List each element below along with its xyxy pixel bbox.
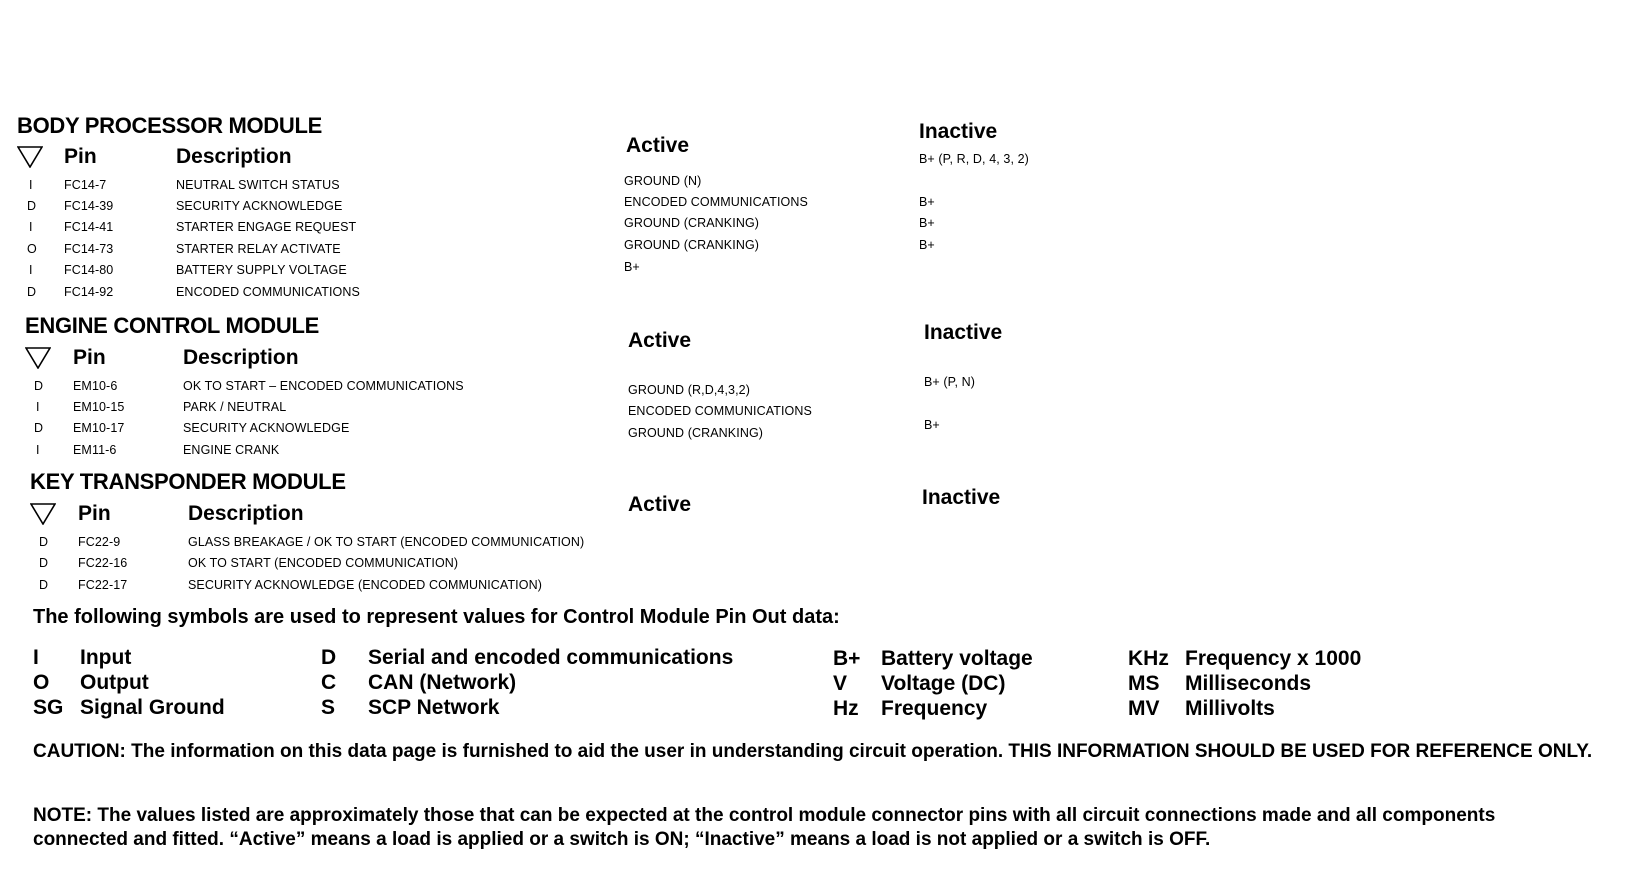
row-description: OK TO START – ENCODED COMMUNICATIONS [183,379,464,393]
row-type: I [29,263,33,277]
symbol-meaning: Battery voltage [881,647,1033,670]
row-description: ENGINE CRANK [183,443,280,457]
row-pin: EM11-6 [73,443,117,457]
description-column-header: Description [176,145,292,168]
symbol-code: MV [1128,697,1160,720]
row-description: SECURITY ACKNOWLEDGE [176,199,343,213]
symbol-code: Hz [833,697,859,720]
symbol-code: I [33,646,39,669]
section-title: KEY TRANSPONDER MODULE [30,469,346,494]
row-pin: FC14-41 [64,220,114,234]
inactive-header-note: B+ (P, R, D, 4, 3, 2) [919,152,1029,166]
row-pin: EM10-15 [73,400,125,414]
row-active: GROUND (R,D,4,3,2) [628,383,750,397]
symbol-code: C [321,671,337,694]
symbol-code: KHz [1128,647,1169,670]
row-active: B+ [624,260,640,274]
row-active: GROUND (CRANKING) [624,238,760,252]
inactive-column-header: Inactive [919,120,998,143]
symbol-code: B+ [833,647,861,670]
row-description: SECURITY ACKNOWLEDGE (ENCODED COMMUNICATION) [188,578,542,592]
row-active: ENCODED COMMUNICATIONS [628,404,812,418]
row-active: GROUND (CRANKING) [624,216,760,230]
symbols-intro: The following symbols are used to represent values for Control Module Pin Out data: [33,606,840,628]
pin-column-header: Pin [73,346,106,369]
row-description: SECURITY ACKNOWLEDGE [183,421,350,435]
row-pin: FC22-16 [78,556,128,570]
row-type: D [27,199,37,213]
row-pin: FC14-73 [64,242,114,256]
row-description: BATTERY SUPPLY VOLTAGE [176,263,347,277]
note-text: NOTE: The values listed are approximately those that can be expected at the control module connector pins with all circuit connections made and all components connected and fitted. “Active” means a load is applied or a switch is ON; “Inactive” means a load is not applied or a switch is OFF. [33,805,1496,850]
row-active: GROUND (CRANKING) [628,426,764,440]
triangle-icon [25,347,51,369]
pin-column-header: Pin [78,502,111,525]
row-type: D [34,421,44,435]
symbol-code: V [833,672,848,695]
row-description: ENCODED COMMUNICATIONS [176,285,360,299]
row-pin: FC14-92 [64,285,114,299]
inactive-column-header: Inactive [924,321,1003,344]
active-column-header: Active [626,134,690,157]
symbol-code: MS [1128,672,1160,695]
inactive-column-header: Inactive [922,486,1001,509]
row-type: I [36,443,40,457]
symbol-meaning: CAN (Network) [368,671,517,694]
row-inactive: B+ [919,238,935,252]
symbol-code: S [321,696,336,719]
description-column-header: Description [188,502,304,525]
symbol-meaning: Frequency [881,697,988,720]
row-description: STARTER ENGAGE REQUEST [176,220,357,234]
symbol-meaning: Serial and encoded communications [368,646,734,669]
row-pin: EM10-17 [73,421,125,435]
symbol-meaning: Signal Ground [80,696,225,719]
row-pin: FC22-9 [78,535,121,549]
row-type: I [36,400,40,414]
symbol-meaning: SCP Network [368,696,500,719]
row-type: O [27,242,37,256]
row-description: OK TO START (ENCODED COMMUNICATION) [188,556,459,570]
row-inactive: B+ [919,216,935,230]
row-pin: FC14-80 [64,263,114,277]
symbol-code: D [321,646,337,669]
caution-text: CAUTION: The information on this data page is furnished to aid the user in understanding circuit operation. THIS INFORMATION SHOULD BE USED FOR REFERENCE ONLY. [33,741,1593,762]
row-description: GLASS BREAKAGE / OK TO START (ENCODED COMMUNICATION) [188,535,585,549]
pin-column-header: Pin [64,145,97,168]
row-type: I [29,220,33,234]
row-inactive: B+ [924,418,940,432]
row-type: D [34,379,44,393]
active-column-header: Active [628,329,692,352]
row-type: D [39,535,49,549]
triangle-icon [17,146,43,168]
row-type: D [39,556,49,570]
symbol-meaning: Output [80,671,149,694]
symbol-meaning: Input [80,646,132,669]
row-pin: FC14-7 [64,178,107,192]
row-description: STARTER RELAY ACTIVATE [176,242,341,256]
row-pin: FC22-17 [78,578,128,592]
row-pin: EM10-6 [73,379,118,393]
row-inactive: B+ (P, N) [924,375,976,389]
row-description: PARK / NEUTRAL [183,400,287,414]
symbol-meaning: Frequency x 1000 [1185,647,1362,670]
row-active: ENCODED COMMUNICATIONS [624,195,808,209]
row-active: GROUND (N) [624,174,702,188]
symbol-code: SG [33,696,64,719]
triangle-icon [30,503,56,525]
active-column-header: Active [628,493,692,516]
symbol-code: O [33,671,50,694]
section-title: ENGINE CONTROL MODULE [25,313,319,338]
row-type: D [27,285,37,299]
row-inactive: B+ [919,195,935,209]
row-pin: FC14-39 [64,199,114,213]
symbol-meaning: Milliseconds [1185,672,1312,695]
description-column-header: Description [183,346,299,369]
row-description: NEUTRAL SWITCH STATUS [176,178,340,192]
symbol-meaning: Millivolts [1185,697,1275,720]
row-type: I [29,178,33,192]
symbol-meaning: Voltage (DC) [881,672,1006,695]
row-type: D [39,578,49,592]
section-title: BODY PROCESSOR MODULE [17,113,322,138]
